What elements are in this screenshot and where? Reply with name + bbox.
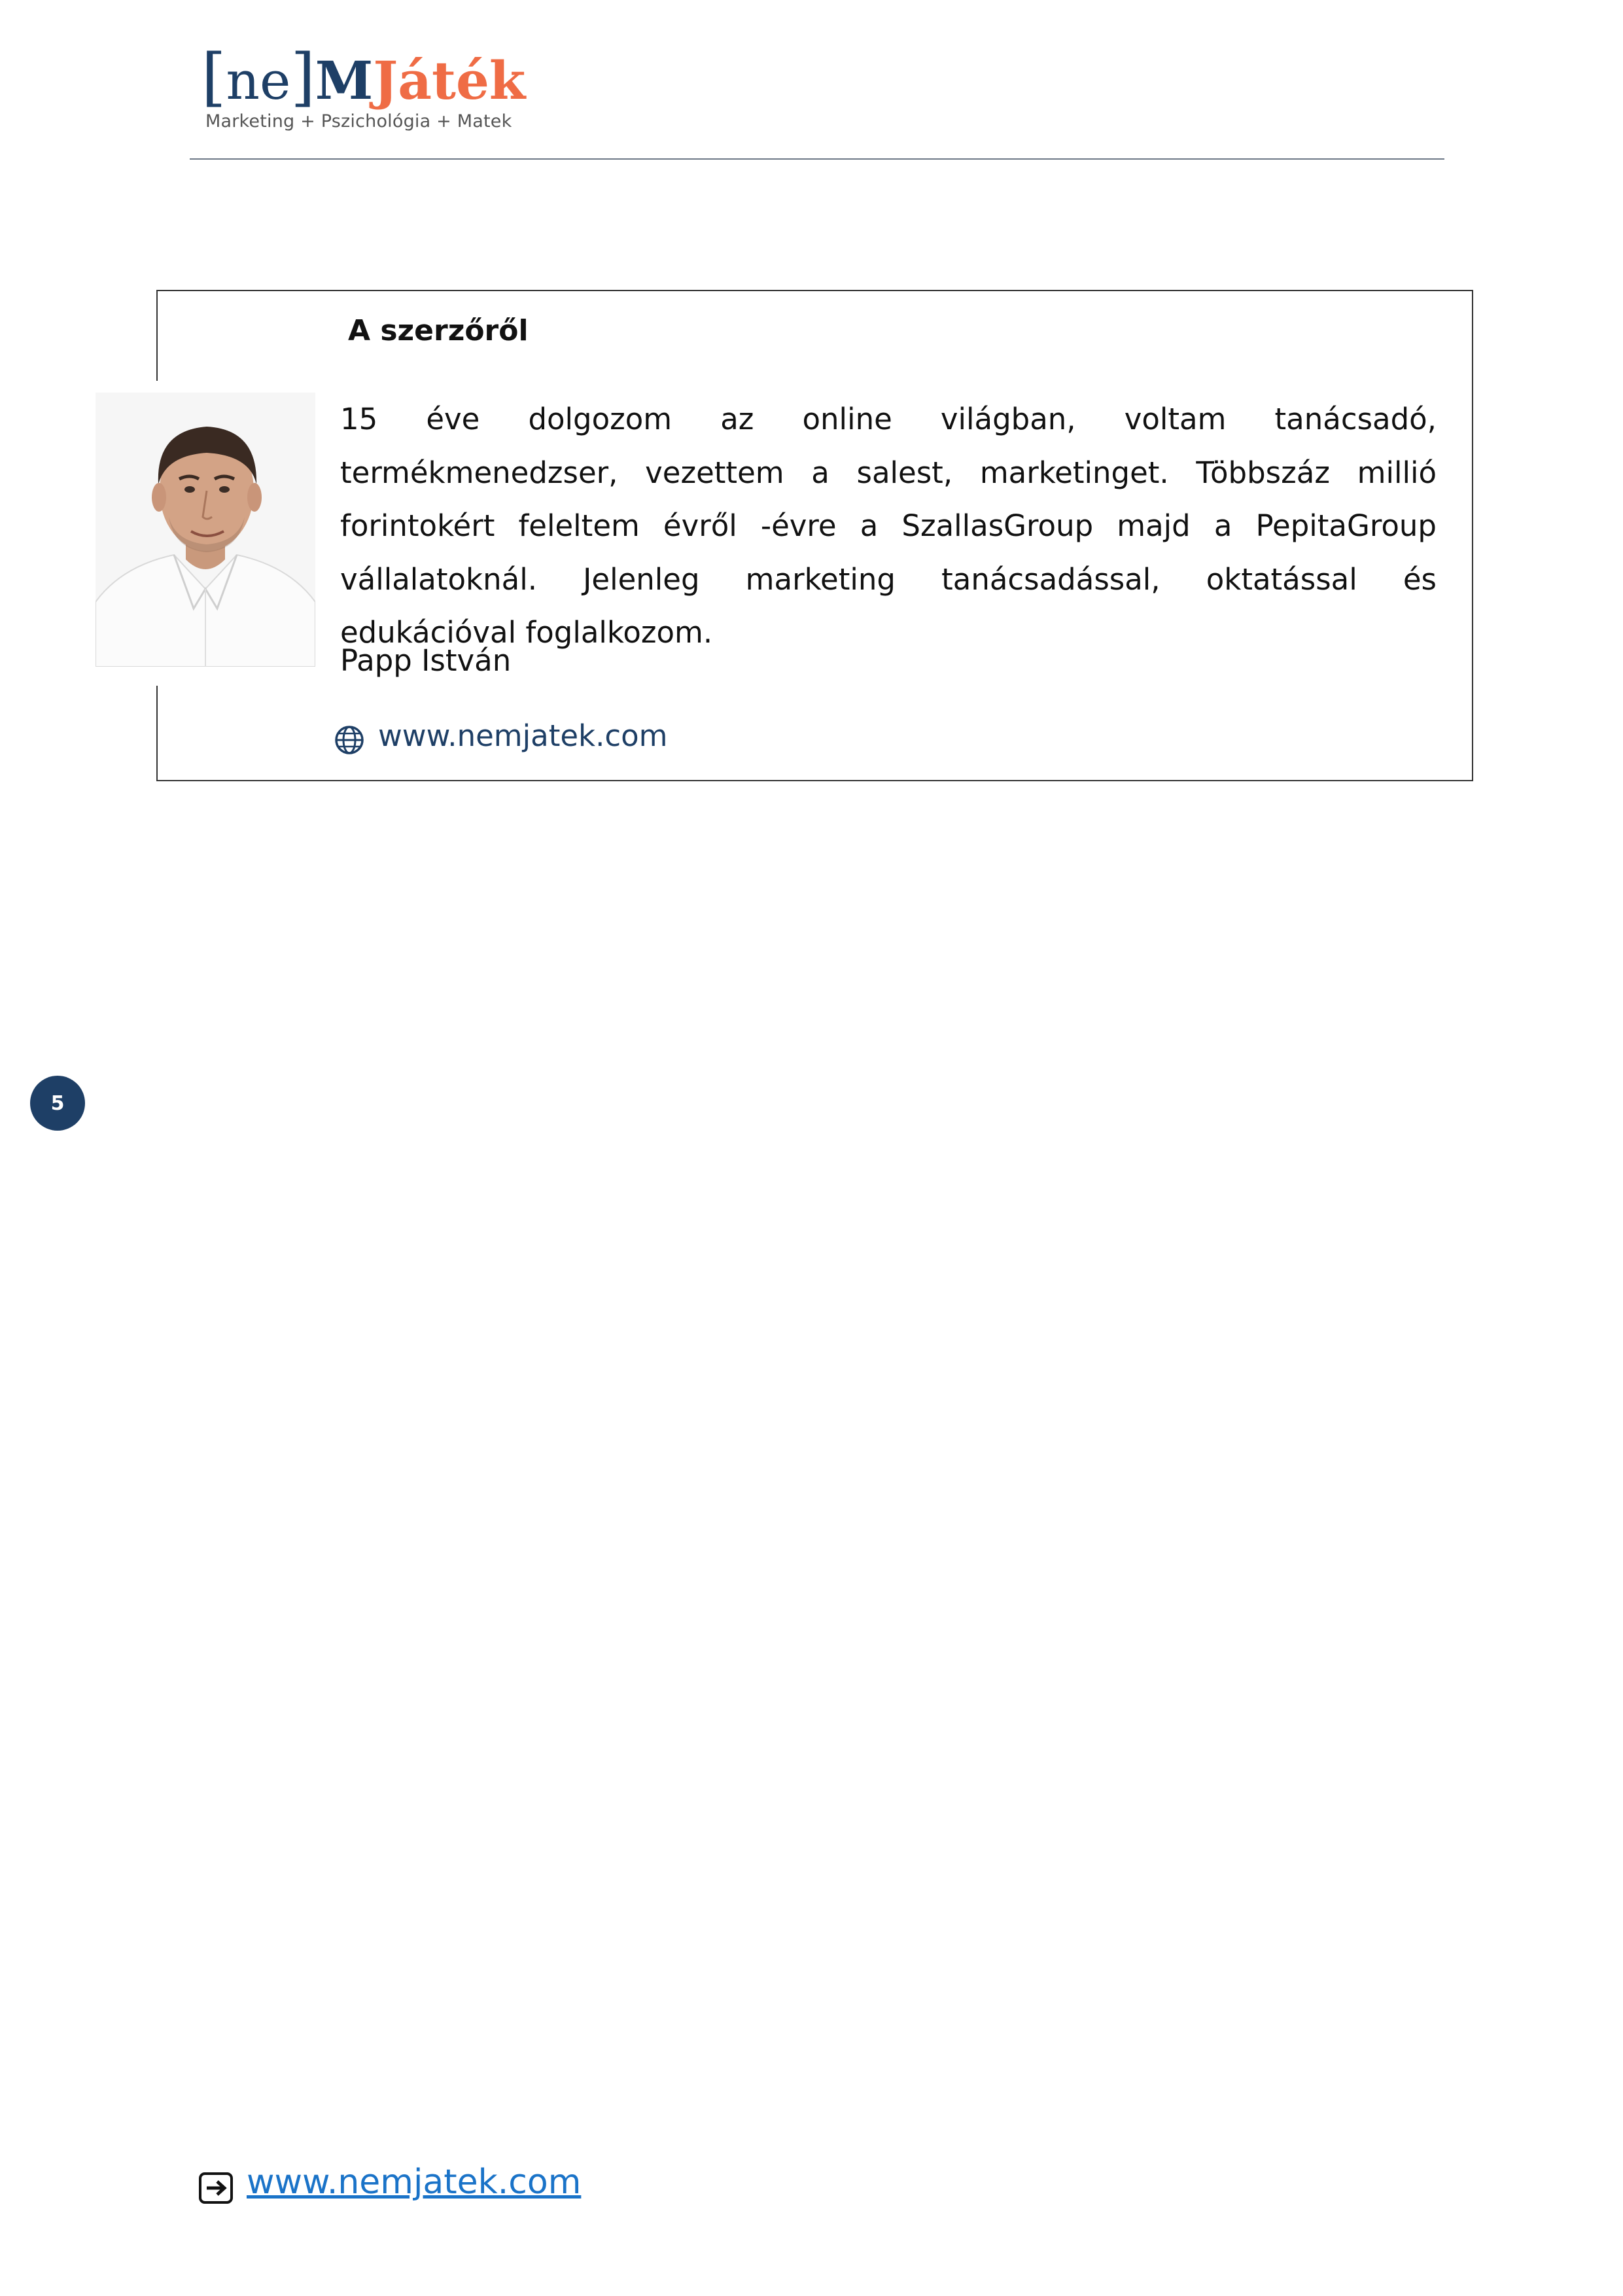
logo-tagline: Marketing + Pszichológia + Matek: [205, 111, 512, 132]
logo-m: M: [315, 50, 374, 111]
arrow-right-box-icon: [198, 2170, 234, 2206]
logo-bracket-open: [: [201, 41, 226, 114]
logo-ne: ne: [226, 50, 291, 111]
logo-jatek: Játék: [373, 50, 526, 111]
footer-website-link[interactable]: www.nemjatek.com: [247, 2163, 582, 2202]
author-photo: [96, 393, 315, 667]
author-portrait-illustration: [96, 393, 315, 667]
logo-bracket-close: ]: [290, 41, 315, 114]
header-divider: [190, 158, 1444, 160]
author-name: Papp István: [340, 643, 512, 678]
logo-wordmark: [201, 41, 526, 114]
author-website-link[interactable]: www.nemjatek.com: [378, 718, 668, 753]
page-number-badge: 5: [30, 1076, 85, 1131]
author-box-title: A szerzőről: [348, 314, 529, 347]
author-bio: 15 éve dolgozom az online világban, voltam tanácsadó, termékmenedzser, vezettem a salest, marketinget. Többszáz millió forintokért feleltem évről -évre a SzallasGroup majd a PepitaGroup vállalatoknál. Jelenleg marketing tanácsadással, oktatással és edukációval foglalkozom.: [340, 402, 1437, 650]
brand-logo: [201, 41, 526, 137]
globe-icon: [334, 724, 365, 756]
